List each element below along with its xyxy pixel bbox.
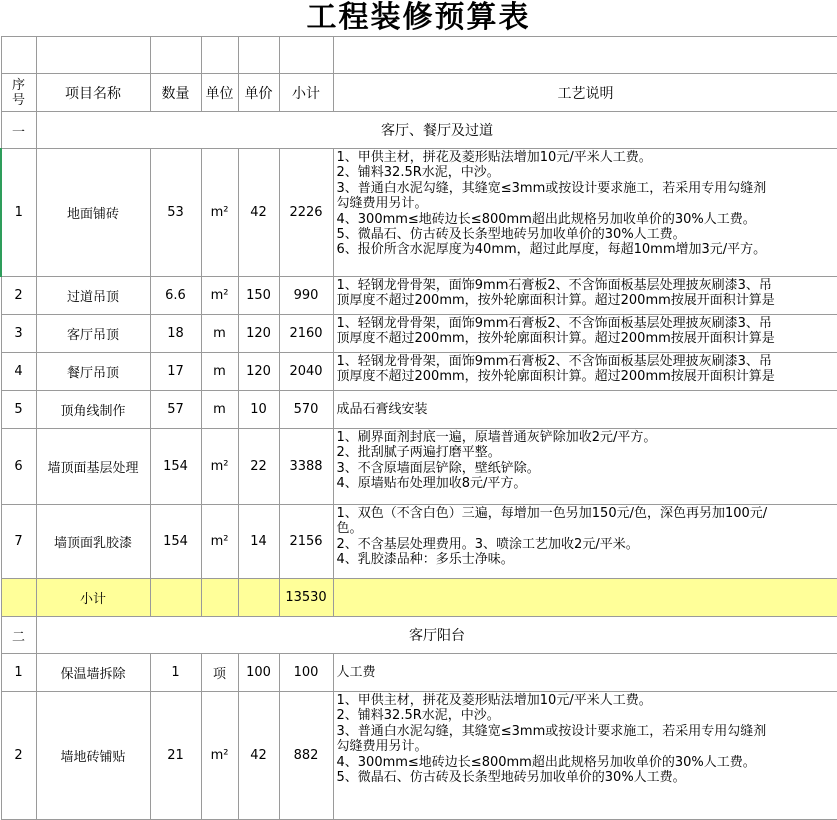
item-subtotal[interactable]: 2156 bbox=[279, 505, 333, 579]
item-price[interactable]: 14 bbox=[238, 505, 279, 579]
empty-cell[interactable] bbox=[201, 37, 238, 74]
desc-line: 2、批刮腻子两遍打磨平整。 bbox=[336, 445, 501, 461]
section-row bbox=[1, 617, 837, 654]
header-seq[interactable] bbox=[1, 74, 36, 112]
item-desc[interactable] bbox=[333, 149, 837, 277]
item-qty[interactable]: 6.6 bbox=[150, 277, 201, 315]
item-seq[interactable]: 3 bbox=[1, 315, 36, 353]
item-subtotal[interactable]: 990 bbox=[279, 277, 333, 315]
item-seq[interactable]: 6 bbox=[1, 429, 36, 505]
item-unit[interactable]: m bbox=[201, 391, 238, 429]
header-unit[interactable]: 单位 bbox=[201, 74, 238, 112]
desc-line: 4、乳胶漆品种：多乐士净味。 bbox=[336, 552, 514, 568]
desc-line: 1、刷界面剂封底一遍，原墙普通灰铲除加收2元/平方。 bbox=[336, 430, 657, 445]
subtotal-value[interactable]: 13530 bbox=[279, 579, 333, 617]
empty-cell[interactable] bbox=[238, 37, 279, 74]
desc-line: 3、普通白水泥勾缝，其缝宽≤3mm或按设计要求施工，若采用专用勾缝剂 bbox=[336, 723, 767, 739]
item-name[interactable]: 墙顶面基层处理 bbox=[36, 429, 150, 505]
header-subtotal[interactable]: 小计 bbox=[279, 74, 333, 112]
table-row bbox=[1, 692, 837, 820]
item-desc[interactable] bbox=[333, 277, 837, 315]
item-unit[interactable]: m bbox=[201, 315, 238, 353]
table-row bbox=[1, 315, 837, 353]
subtotal-label[interactable]: 小计 bbox=[36, 579, 150, 617]
desc-line: 顶厚度不超过200mm，按外轮廓面积计算。超过200mm按展开面积计算是 bbox=[336, 331, 775, 347]
desc-line: 2、铺料32.5R水泥，中沙。 bbox=[336, 708, 500, 724]
item-price[interactable]: 100 bbox=[238, 654, 279, 692]
item-unit[interactable]: m bbox=[201, 353, 238, 391]
item-name[interactable]: 过道吊顶 bbox=[36, 277, 150, 315]
desc-line: 1、轻钢龙骨骨架，面饰9mm石膏板2、不含饰面板基层处理披灰刷漆3、吊 bbox=[336, 354, 772, 369]
item-desc[interactable] bbox=[333, 692, 837, 820]
section-num[interactable]: 一 bbox=[1, 112, 36, 149]
item-unit[interactable]: m² bbox=[201, 277, 238, 315]
item-qty[interactable]: 53 bbox=[150, 149, 201, 277]
empty-cell[interactable] bbox=[150, 37, 201, 74]
desc-line: 1、双色（不含白色）三遍，每增加一色另加150元/色，深色再另加100元/ bbox=[336, 506, 768, 521]
item-price[interactable]: 120 bbox=[238, 353, 279, 391]
table-row bbox=[1, 429, 837, 505]
item-subtotal[interactable]: 2040 bbox=[279, 353, 333, 391]
item-unit[interactable]: 项 bbox=[201, 654, 238, 692]
desc-line: 1、轻钢龙骨骨架，面饰9mm石膏板2、不含饰面板基层处理披灰刷漆3、吊 bbox=[336, 316, 772, 331]
item-seq[interactable]: 5 bbox=[1, 391, 36, 429]
desc-line: 顶厚度不超过200mm，按外轮廓面积计算。超过200mm按展开面积计算是 bbox=[336, 293, 775, 309]
table-row bbox=[1, 149, 837, 277]
desc-line: 4、300mm≤地砖边长≤800mm超出此规格另加收单价的30%人工费。 bbox=[336, 754, 756, 770]
item-desc[interactable] bbox=[333, 654, 837, 692]
desc-line: 1、轻钢龙骨骨架，面饰9mm石膏板2、不含饰面板基层处理披灰刷漆3、吊 bbox=[336, 278, 772, 293]
empty-cell[interactable] bbox=[150, 579, 201, 617]
item-subtotal[interactable]: 2160 bbox=[279, 315, 333, 353]
empty-cell[interactable] bbox=[1, 37, 36, 74]
desc-line: 3、不含原墙面层铲除，壁纸铲除。 bbox=[336, 460, 540, 476]
header-name[interactable]: 项目名称 bbox=[36, 74, 150, 112]
item-unit[interactable]: m² bbox=[201, 692, 238, 820]
section-num[interactable]: 二 bbox=[1, 617, 36, 654]
desc-line: 人工费 bbox=[336, 665, 376, 681]
page-title: 工程装修预算表 bbox=[306, 0, 531, 35]
item-desc[interactable] bbox=[333, 315, 837, 353]
section-row bbox=[1, 112, 837, 149]
header-price[interactable]: 单价 bbox=[238, 74, 279, 112]
section-title[interactable]: 客厅、餐厅及过道 bbox=[36, 112, 837, 149]
empty-cell[interactable] bbox=[333, 579, 837, 617]
item-name[interactable]: 保温墙拆除 bbox=[36, 654, 150, 692]
item-name[interactable]: 顶角线制作 bbox=[36, 391, 150, 429]
item-qty[interactable]: 154 bbox=[150, 429, 201, 505]
table-row bbox=[1, 353, 837, 391]
header-desc[interactable]: 工艺说明 bbox=[333, 74, 837, 112]
header-row bbox=[1, 74, 837, 112]
item-subtotal[interactable]: 3388 bbox=[279, 429, 333, 505]
desc-line: 2、不含基层处理费用。3、喷涂工艺加收2元/平米。 bbox=[336, 536, 639, 552]
item-name[interactable]: 地面铺砖 bbox=[36, 149, 150, 277]
item-price[interactable]: 22 bbox=[238, 429, 279, 505]
desc-line: 1、甲供主材，拼花及菱形贴法增加10元/平米人工费。 bbox=[336, 150, 652, 165]
desc-line: 勾缝费用另计。 bbox=[336, 739, 428, 755]
subtotal-row bbox=[1, 579, 837, 617]
desc-line: 顶厚度不超过200mm，按外轮廓面积计算。超过200mm按展开面积计算是 bbox=[336, 369, 775, 385]
item-name[interactable]: 墙顶面乳胶漆 bbox=[36, 505, 150, 579]
item-subtotal[interactable]: 882 bbox=[279, 692, 333, 820]
item-name[interactable]: 客厅吊顶 bbox=[36, 315, 150, 353]
desc-line: 4、300mm≤地砖边长≤800mm超出此规格另加收单价的30%人工费。 bbox=[336, 211, 756, 227]
item-qty[interactable]: 154 bbox=[150, 505, 201, 579]
table-row bbox=[1, 505, 837, 579]
item-desc[interactable] bbox=[333, 505, 837, 579]
item-subtotal[interactable]: 100 bbox=[279, 654, 333, 692]
table-row bbox=[1, 654, 837, 692]
desc-line: 2、铺料32.5R水泥，中沙。 bbox=[336, 165, 500, 181]
desc-line: 勾缝费用另计。 bbox=[336, 196, 428, 212]
desc-line: 5、微晶石、仿古砖及长条型地砖另加收单价的30%人工费。 bbox=[336, 227, 686, 243]
item-seq[interactable]: 2 bbox=[1, 692, 36, 820]
item-name[interactable]: 墙地砖铺贴 bbox=[36, 692, 150, 820]
item-seq[interactable]: 2 bbox=[1, 277, 36, 315]
item-seq[interactable]: 1 bbox=[1, 654, 36, 692]
item-desc[interactable] bbox=[333, 391, 837, 429]
desc-line: 成品石膏线安装 bbox=[336, 402, 428, 418]
empty-cell[interactable] bbox=[238, 579, 279, 617]
desc-line: 1、甲供主材，拼花及菱形贴法增加10元/平米人工费。 bbox=[336, 693, 652, 708]
item-unit[interactable]: m² bbox=[201, 429, 238, 505]
item-unit[interactable]: m² bbox=[201, 149, 238, 277]
table-row bbox=[1, 391, 837, 429]
item-subtotal[interactable]: 570 bbox=[279, 391, 333, 429]
desc-line: 4、原墙贴布处理加收8元/平方。 bbox=[336, 476, 527, 492]
empty-cell[interactable] bbox=[1, 579, 36, 617]
table-row bbox=[1, 277, 837, 315]
item-price[interactable]: 10 bbox=[238, 391, 279, 429]
item-qty[interactable]: 18 bbox=[150, 315, 201, 353]
desc-line: 5、微晶石、仿古砖及长条型地砖另加收单价的30%人工费。 bbox=[336, 770, 686, 786]
item-qty[interactable]: 57 bbox=[150, 391, 201, 429]
budget-table bbox=[0, 36, 837, 820]
section-title[interactable]: 客厅阳台 bbox=[36, 617, 837, 654]
item-price[interactable]: 42 bbox=[238, 692, 279, 820]
desc-line: 色。 bbox=[336, 521, 363, 537]
item-price[interactable]: 150 bbox=[238, 277, 279, 315]
header-seq-label: 序号 bbox=[11, 77, 25, 108]
item-seq[interactable]: 1 bbox=[1, 149, 36, 277]
item-desc[interactable] bbox=[333, 353, 837, 391]
header-qty[interactable]: 数量 bbox=[150, 74, 201, 112]
empty-cell[interactable] bbox=[201, 579, 238, 617]
blank-row bbox=[1, 37, 837, 74]
item-qty[interactable]: 21 bbox=[150, 692, 201, 820]
item-desc[interactable] bbox=[333, 429, 837, 505]
empty-cell[interactable] bbox=[333, 37, 837, 74]
desc-line: 6、报价所含水泥厚度为40mm，超过此厚度，每超10mm增加3元/平方。 bbox=[336, 242, 767, 258]
item-seq[interactable]: 7 bbox=[1, 505, 36, 579]
empty-cell[interactable] bbox=[36, 37, 150, 74]
item-qty[interactable]: 1 bbox=[150, 654, 201, 692]
item-price[interactable]: 42 bbox=[238, 149, 279, 277]
empty-cell[interactable] bbox=[279, 37, 333, 74]
item-unit[interactable]: m² bbox=[201, 505, 238, 579]
item-name[interactable]: 餐厅吊顶 bbox=[36, 353, 150, 391]
item-qty[interactable]: 17 bbox=[150, 353, 201, 391]
item-price[interactable]: 120 bbox=[238, 315, 279, 353]
item-subtotal[interactable]: 2226 bbox=[279, 149, 333, 277]
item-seq[interactable]: 4 bbox=[1, 353, 36, 391]
desc-line: 3、普通白水泥勾缝，其缝宽≤3mm或按设计要求施工，若采用专用勾缝剂 bbox=[336, 180, 767, 196]
